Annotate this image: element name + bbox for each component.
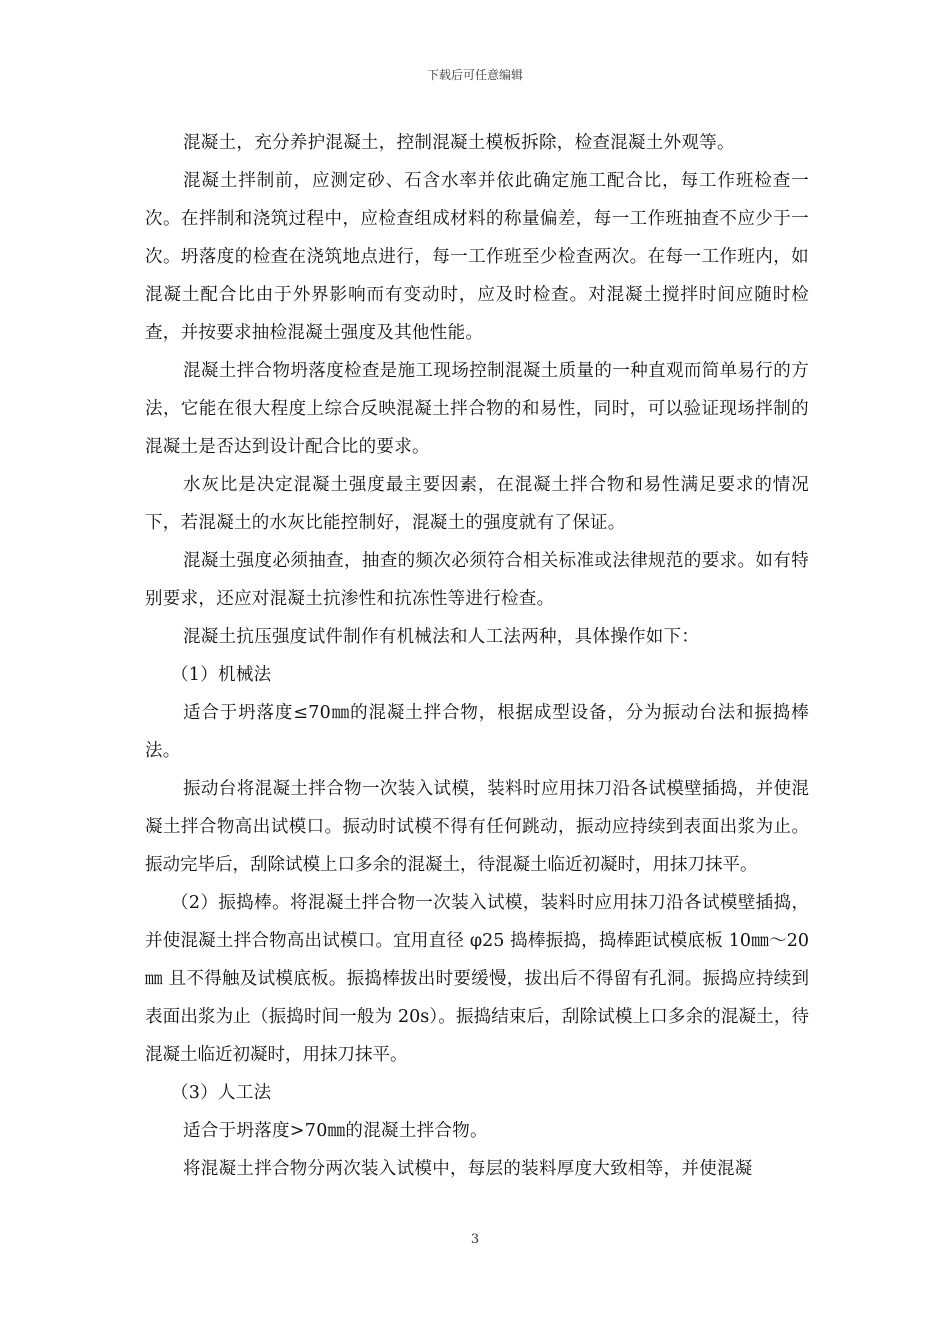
paragraph: 混凝土强度必须抽查，抽查的频次必须符合相关标准或法律规范的要求。如有特别要求，还应对混凝土抗渗性和抗冻性等进行检查。 <box>145 551 809 609</box>
paragraph: 振动台将混凝土拌合物一次装入试模，装料时应用抹刀沿各试模壁插捣，并使混凝土拌合物高出试模口。振动时试模不得有任何跳动，振动应持续到表面出浆为止。振动完毕后，刮除试模上口多余的混凝土，待混凝土临近初凝时，用抹刀抹平。 <box>145 779 809 875</box>
section-heading: （3）人工法 <box>171 1083 272 1103</box>
paragraph: （2）振捣棒。将混凝土拌合物一次装入试模，装料时应用抹刀沿各试模壁插捣，并使混凝土拌合物高出试模口。宜用直径 φ25 捣棒振捣，捣棒距试模底板 10㎜～20㎜ 且不得触及试模底板。振捣棒拔出时要缓慢，拔出后不得留有孔洞。振捣应持续到表面出浆为止（振捣时间一般为 20s）。振捣结束后，刮除试模上口多余的混凝土，待混凝土临近初凝时，用抹刀抹平。 <box>145 893 809 1065</box>
paragraph: 混凝土拌合物坍落度检查是施工现场控制混凝土质量的一种直观而简单易行的方法，它能在很大程度上综合反映混凝土拌合物的和易性，同时，可以验证现场拌制的混凝土是否达到设计配合比的要求。 <box>145 361 809 457</box>
paragraph: 混凝土，充分养护混凝土，控制混凝土模板拆除，检查混凝土外观等。 <box>183 133 735 153</box>
page-header: 下载后可任意编辑 <box>426 68 523 82</box>
document-body <box>145 124 809 1188</box>
paragraph: 混凝土抗压强度试件制作有机械法和人工法两种，具体操作如下： <box>183 627 700 647</box>
paragraph: 将混凝土拌合物分两次装入试模中，每层的装料厚度大致相等，并使混凝 <box>183 1159 753 1179</box>
paragraph: 水灰比是决定混凝土强度最主要因素，在混凝土拌合物和易性满足要求的情况下，若混凝土的水灰比能控制好，混凝土的强度就有了保证。 <box>145 475 809 533</box>
paragraph: 适合于坍落度≤70㎜的混凝土拌合物，根据成型设备，分为振动台法和振捣棒法。 <box>145 703 809 761</box>
page-number: 3 <box>470 1232 480 1247</box>
paragraph: 混凝土拌制前，应测定砂、石含水率并依此确定施工配合比，每工作班检查一次。在拌制和浇筑过程中，应检查组成材料的称量偏差，每一工作班抽查不应少于一次。坍落度的检查在浇筑地点进行，每一工作班至少检查两次。在每一工作班内，如混凝土配合比由于外界影响而有变动时，应及时检查。对混凝土搅拌时间应随时检查，并按要求抽检混凝土强度及其他性能。 <box>145 171 809 343</box>
paragraph: 适合于坍落度>70㎜的混凝土拌合物。 <box>183 1121 488 1141</box>
section-heading: （1）机械法 <box>171 665 272 685</box>
